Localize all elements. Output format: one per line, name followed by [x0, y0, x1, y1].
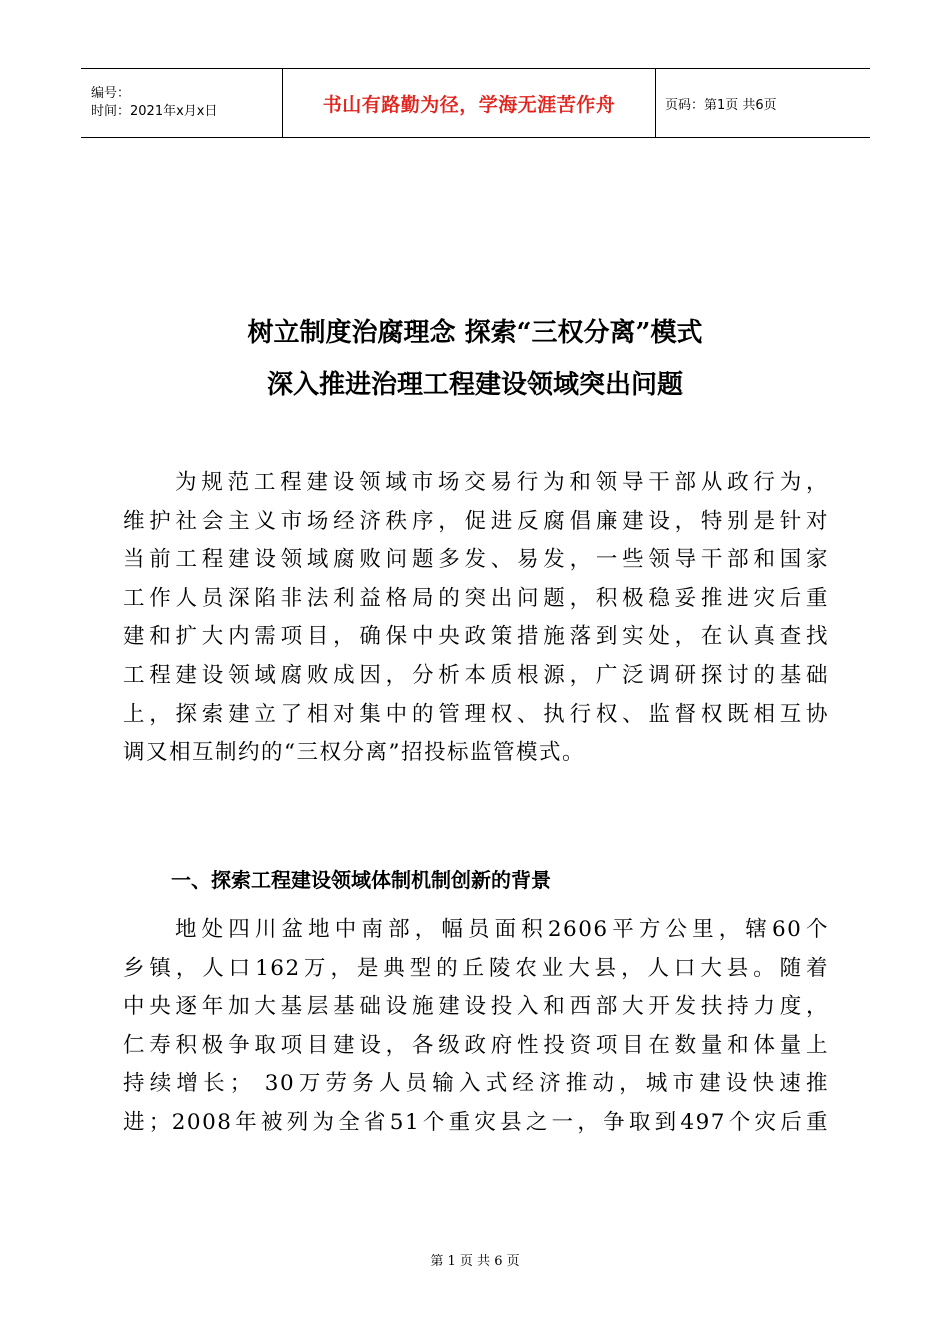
page-footer: 第 1 页 共 6 页 — [430, 1254, 520, 1269]
header-meta — [81, 69, 282, 137]
paragraph-2 — [123, 911, 829, 1143]
paragraph-line: 中央逐年加大基层基础设施建设投入和西部大开发扶持力度， — [123, 994, 829, 1020]
paragraph-line: 调又相互制约的“三权分离”招投标监管模式。 — [123, 740, 585, 766]
header-motto: 书山有路勤为径，学海无涯苦作舟 — [282, 69, 656, 137]
paragraph-line: 工作人员深陷非法利益格局的突出问题，积极稳妥推进灾后重 — [123, 585, 829, 611]
number-label: 编号： — [91, 86, 131, 101]
paragraph-line: 上，探索建立了相对集中的管理权、执行权、监督权既相互协 — [123, 701, 829, 727]
paragraph-line: 地处四川盆地中南部，幅员面积2606平方公里，辖60个 — [175, 917, 829, 942]
paragraph-1 — [123, 464, 829, 773]
paragraph-line: 进；2008年被列为全省51个重灾县之一，争取到497个灾后重 — [123, 1109, 829, 1135]
paragraph-line: 当前工程建设领域腐败问题多发、易发，一些领导干部和国家 — [123, 547, 829, 573]
paragraph-line: 建和扩大内需项目，确保中央政策措施落到实处，在认真查找 — [123, 624, 829, 650]
paragraph-line: 为规范工程建设领域市场交易行为和领导干部从政行为， — [175, 470, 829, 495]
paragraph-line: 工程建设领域腐败成因，分析本质根源，广泛调研探讨的基础 — [123, 662, 829, 688]
document-header — [81, 68, 870, 138]
paragraph-line: 仁寿积极争取项目建设，各级政府性投资项目在数量和体量上 — [123, 1032, 829, 1058]
section-heading: 一、探索工程建设领域体制机制创新的背景 — [171, 868, 551, 892]
header-page-info: 页码：第1页 共6页 — [665, 97, 777, 113]
document-title-line-1: 树立制度治腐理念 探索“三权分离”模式 — [247, 318, 703, 348]
document-title-line-2: 深入推进治理工程建设领域突出问题 — [266, 370, 683, 400]
paragraph-line: 乡镇，人口162万，是典型的丘陵农业大县，人口大县。随着 — [123, 955, 829, 981]
paragraph-line: 持续增长； 30万劳务人员输入式经济推动，城市建设快速推 — [123, 1071, 829, 1097]
time-label: 时间：2021年x月x日 — [91, 104, 218, 119]
paragraph-line: 维护社会主义市场经济秩序，促进反腐倡廉建设，特别是针对 — [123, 508, 829, 534]
